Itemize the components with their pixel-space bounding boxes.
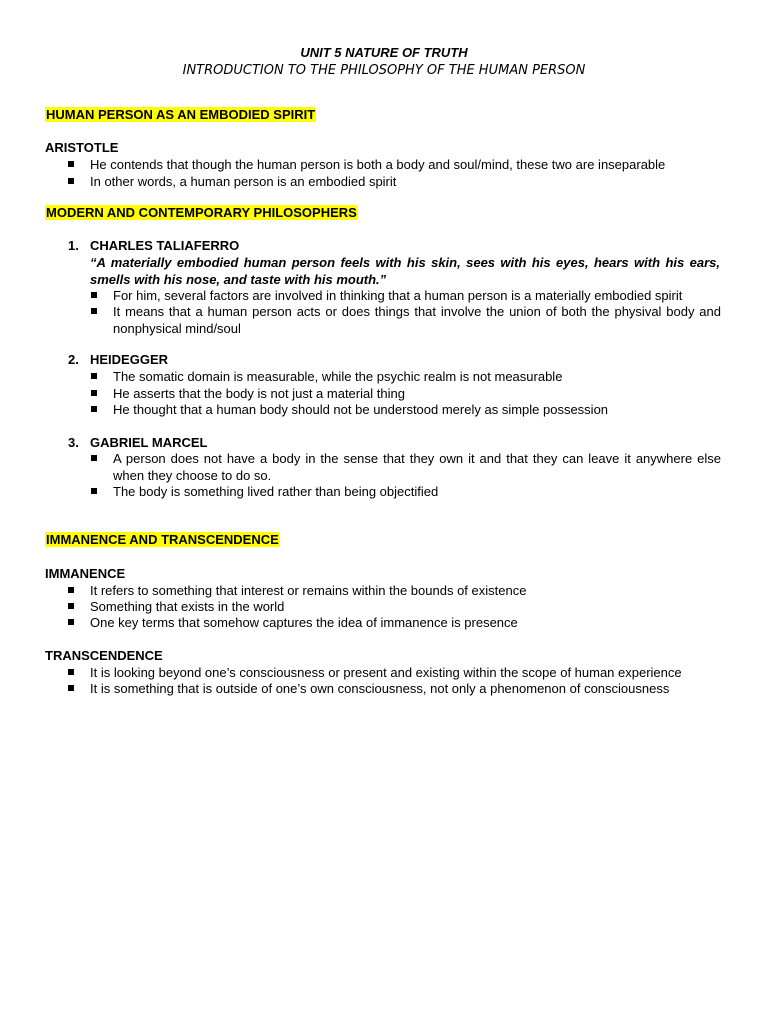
philosopher-name-marcel: GABRIEL MARCEL: [90, 435, 208, 450]
immanence-bullet-2: Something that exists in the world: [90, 599, 285, 614]
document-subtitle: INTRODUCTION TO THE PHILOSOPHY OF THE HUMAN PERSON: [182, 63, 586, 78]
transcendence-bullet-1: It is looking beyond one’s consciousness or present and existing within the scope of human experience: [90, 665, 682, 680]
bullet-icon: [91, 373, 97, 379]
bullet-icon: [68, 178, 74, 184]
aristotle-label: ARISTOTLE: [45, 140, 119, 155]
marcel-bullet-2: The body is something lived rather than being objectified: [113, 484, 439, 499]
philosopher-name-heidegger: HEIDEGGER: [90, 352, 169, 367]
section-heading-immanence-transcendence: IMMANENCE AND TRANSCENDENCE: [46, 532, 279, 547]
unit-title: UNIT 5 NATURE OF TRUTH: [300, 45, 468, 60]
bullet-icon: [68, 587, 74, 593]
taliaferro-bullet-2: It means that a human person acts or does things that involve the union of both the physival body and nonphysical mind/soul: [113, 304, 721, 336]
bullet-icon: [68, 603, 74, 609]
bullet-icon: [68, 685, 74, 691]
bullet-icon: [91, 292, 97, 298]
bullet-icon: [91, 390, 97, 396]
heidegger-bullet-2: He asserts that the body is not just a material thing: [113, 386, 405, 401]
immanence-label: IMMANENCE: [45, 566, 126, 581]
heidegger-bullet-1: The somatic domain is measurable, while the psychic realm is not measurable: [113, 369, 563, 384]
philosopher-name-taliaferro: CHARLES TALIAFERRO: [90, 238, 240, 253]
bullet-icon: [68, 619, 74, 625]
transcendence-bullet-2: It is something that is outside of one’s own consciousness, not only a phenomenon of consciousness: [90, 681, 670, 696]
immanence-bullet-1: It refers to something that interest or remains within the bounds of existence: [90, 583, 527, 598]
bullet-icon: [91, 455, 97, 461]
taliaferro-quote: “A materially embodied human person feels with his skin, sees with his eyes, hears with his ears, smells with his nose, and taste with his mouth.”: [90, 255, 720, 287]
bullet-icon: [91, 406, 97, 412]
bullet-icon: [91, 488, 97, 494]
bullet-icon: [91, 308, 97, 314]
section-heading-embodied-spirit: HUMAN PERSON AS AN EMBODIED SPIRIT: [46, 107, 316, 122]
bullet-icon: [68, 161, 74, 167]
list-number-2: 2.: [68, 352, 79, 367]
list-number-1: 1.: [68, 238, 79, 253]
marcel-bullet-1: A person does not have a body in the sense that they own it and that they can leave it anywhere else when they choose to do so.: [113, 451, 721, 483]
list-number-3: 3.: [68, 435, 79, 450]
bullet-icon: [68, 669, 74, 675]
taliaferro-bullet-1: For him, several factors are involved in thinking that a human person is a materially embodied spirit: [113, 288, 683, 303]
aristotle-bullet-1: He contends that though the human person is both a body and soul/mind, these two are inseparable: [90, 157, 666, 172]
immanence-bullet-3: One key terms that somehow captures the idea of immanence is presence: [90, 615, 518, 630]
transcendence-label: TRANSCENDENCE: [45, 648, 163, 663]
section-heading-philosophers: MODERN AND CONTEMPORARY PHILOSOPHERS: [46, 205, 357, 220]
heidegger-bullet-3: He thought that a human body should not be understood merely as simple possession: [113, 402, 609, 417]
aristotle-bullet-2: In other words, a human person is an embodied spirit: [90, 174, 397, 189]
